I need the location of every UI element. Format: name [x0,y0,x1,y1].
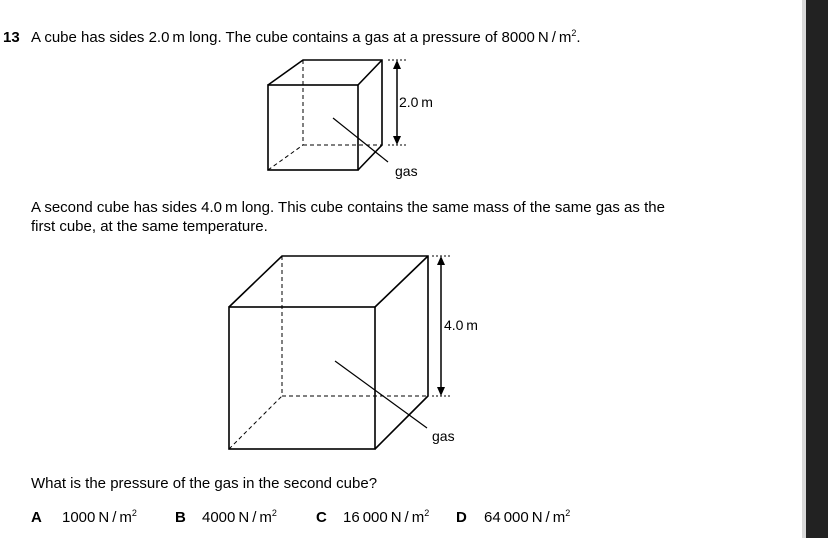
cube2-arrow-up [437,256,445,265]
option-b-letter[interactable]: B [175,509,186,526]
option-a-value[interactable]: 1000 N / $m^2$ [62,508,137,526]
paragraph-2-line-1: A second cube has sides 4.0 m long. This cube contains the same mass of the same gas as the [31,199,665,216]
cube2-gas-pointer [335,361,427,428]
option-a-letter[interactable]: A [31,509,42,526]
cube2-side-label: 4.0 m [444,317,478,333]
question-number: 13 [3,29,20,46]
cube2-gas-label: gas [432,428,455,444]
option-d-letter[interactable]: D [456,509,467,526]
option-c-letter[interactable]: C [316,509,327,526]
option-b-value[interactable]: 4000 N / $m^2$ [202,508,277,526]
option-c-value[interactable]: 16 000 N / $m^2$ [343,508,430,526]
question-stem: A cube has sides 2.0 m long. The cube contains a gas at a pressure of 8000 N / $m^2$. [31,28,581,46]
question-prompt: What is the pressure of the gas in the second cube? [31,475,378,492]
cube2-hidden-edge [229,396,282,449]
option-d-value[interactable]: 64 000 N / $m^2$ [484,508,571,526]
cube1-side-label: 2.0 m [399,94,433,110]
paragraph-2-line-2: first cube, at the same temperature. [31,218,268,235]
cube2-edge [375,256,428,307]
cube2-arrow-down [437,387,445,396]
cube1-gas-label: gas [395,163,418,179]
